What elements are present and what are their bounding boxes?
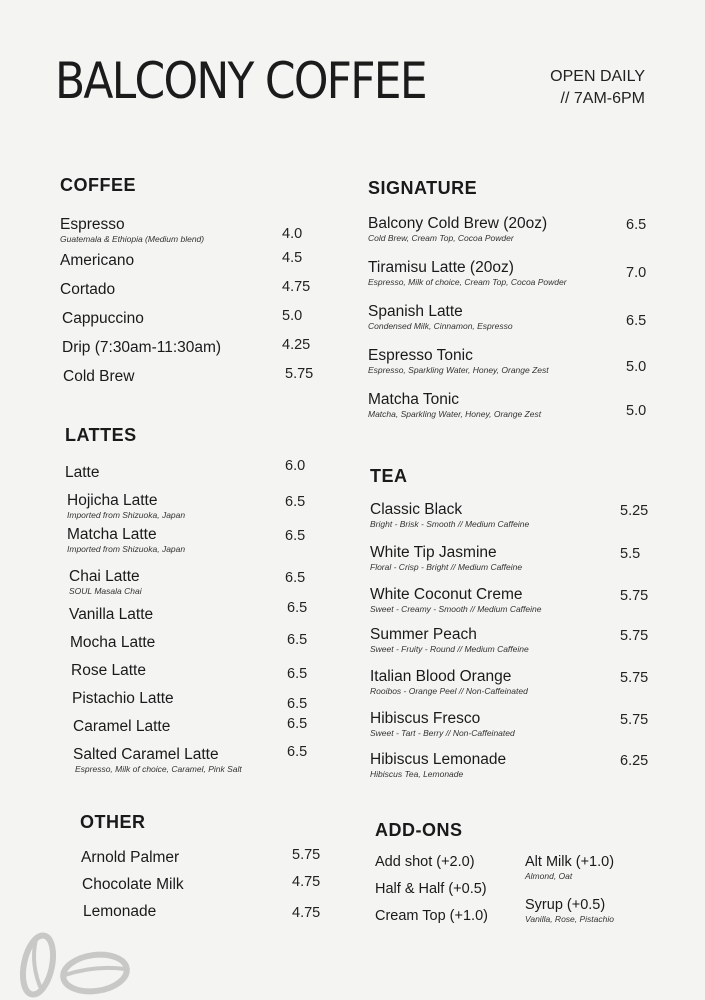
- item-price: 5.0: [626, 359, 647, 375]
- item-description: Espresso, Sparkling Water, Honey, Orange Zest: [368, 365, 549, 375]
- item-price: 6.25: [620, 753, 649, 769]
- item-price: 6.5: [626, 217, 647, 233]
- item-description: Floral - Crisp - Bright // Medium Caffeine: [370, 562, 523, 572]
- hours-line-2: // 7AM-6PM: [560, 90, 645, 107]
- addon-item: [375, 880, 525, 907]
- item-description: Sweet - Tart - Berry // Non-Caffeinated: [370, 728, 515, 738]
- item-name: Summer Peach: [370, 626, 477, 643]
- menu-item: [370, 668, 660, 710]
- item-price: 4.75: [292, 905, 321, 921]
- addons-left-column: [375, 853, 525, 934]
- item-description: Sweet - Fruity - Round // Medium Caffeine: [370, 644, 529, 654]
- item-price: 6.0: [285, 458, 306, 474]
- menu-item: [65, 568, 325, 606]
- item-price: 5.5: [620, 546, 641, 562]
- item-price: 6.5: [285, 528, 306, 544]
- item-price: 5.75: [285, 366, 314, 382]
- item-name: Cold Brew: [63, 368, 135, 385]
- menu-item: [370, 626, 660, 668]
- item-name: Matcha Latte: [67, 526, 157, 543]
- item-name: Espresso: [60, 216, 125, 233]
- addon-name: Add shot (+2.0): [375, 854, 475, 870]
- menu-item: [60, 216, 320, 252]
- addons-heading: ADD-ONS: [375, 820, 463, 840]
- addon-item: [375, 907, 525, 934]
- coffee-section: [60, 175, 320, 397]
- item-description: Cold Brew, Cream Top, Cocoa Powder: [368, 233, 514, 243]
- menu-item: [368, 347, 658, 391]
- menu-item: [65, 492, 325, 526]
- item-name: Chocolate Milk: [82, 876, 184, 893]
- item-description: Condensed Milk, Cinnamon, Espresso: [368, 321, 513, 331]
- addon-name: Alt Milk (+1.0): [525, 854, 615, 870]
- menu-item: [370, 586, 660, 626]
- menu-item: [65, 634, 325, 662]
- item-price: 5.75: [620, 588, 649, 604]
- item-description: Hibiscus Tea, Lemonade: [370, 769, 464, 779]
- menu-item: [370, 501, 660, 544]
- item-price: 6.5: [287, 666, 308, 682]
- menu-item: [80, 876, 330, 903]
- addons-section: [375, 820, 665, 851]
- menu-item: [368, 391, 658, 435]
- item-name: Matcha Tonic: [368, 391, 460, 408]
- signature-heading: SIGNATURE: [368, 178, 478, 198]
- item-name: Chai Latte: [69, 568, 140, 585]
- item-name: Cappuccino: [62, 310, 144, 327]
- item-name: Hojicha Latte: [67, 492, 158, 509]
- item-price: 6.5: [287, 696, 308, 712]
- menu-item: [65, 746, 325, 780]
- addon-name: Syrup (+0.5): [525, 897, 606, 913]
- item-price: 7.0: [626, 265, 647, 281]
- item-description: Espresso, Milk of choice, Caramel, Pink Salt: [75, 764, 242, 774]
- item-description: SOUL Masala Chai: [69, 586, 142, 596]
- item-name: Cortado: [60, 281, 116, 298]
- menu-item: [370, 544, 660, 586]
- lattes-heading: LATTES: [65, 425, 137, 445]
- item-price: 5.0: [626, 403, 647, 419]
- tea-heading: TEA: [370, 466, 408, 486]
- item-name: Salted Caramel Latte: [73, 746, 219, 763]
- menu-item: [65, 718, 325, 746]
- item-name: Arnold Palmer: [81, 849, 180, 866]
- menu-item: [80, 903, 330, 930]
- item-price: 5.75: [292, 847, 321, 863]
- menu-item: [60, 252, 320, 281]
- menu-item: [60, 339, 320, 368]
- item-price: 4.75: [282, 279, 311, 295]
- menu-item: [368, 303, 658, 347]
- item-price: 6.5: [285, 494, 306, 510]
- item-price: 4.0: [282, 226, 303, 242]
- item-price: 5.0: [282, 308, 303, 324]
- menu-title: BALCONY COFFEE: [55, 52, 426, 110]
- item-description: Imported from Shizuoka, Japan: [67, 510, 186, 520]
- item-name: Balcony Cold Brew (20oz): [368, 215, 548, 232]
- item-price: 6.5: [287, 744, 308, 760]
- item-name: Latte: [65, 464, 100, 481]
- item-description: Espresso, Milk of choice, Cream Top, Cocoa Powder: [368, 277, 567, 287]
- item-price: 5.75: [620, 712, 649, 728]
- item-price: 6.5: [287, 716, 308, 732]
- item-price: 6.5: [287, 600, 308, 616]
- item-name: Espresso Tonic: [368, 347, 473, 364]
- item-name: White Coconut Creme: [370, 586, 523, 603]
- addon-item: [375, 853, 525, 880]
- item-name: Hibiscus Fresco: [370, 710, 481, 727]
- item-name: Classic Black: [370, 501, 463, 518]
- addon-item: [525, 896, 675, 926]
- item-description: Imported from Shizuoka, Japan: [67, 544, 186, 554]
- menu-item: [370, 751, 660, 791]
- menu-item: [65, 458, 325, 492]
- item-name: Hibiscus Lemonade: [370, 751, 507, 768]
- item-price: 4.25: [282, 337, 311, 353]
- opening-hours: [550, 66, 645, 110]
- other-section: [80, 812, 330, 930]
- hours-line-1: OPEN DAILY: [550, 68, 645, 85]
- item-name: Americano: [60, 252, 135, 269]
- item-name: Vanilla Latte: [69, 606, 154, 623]
- signature-section: [368, 178, 658, 435]
- coffee-bean-icon: [55, 945, 135, 1000]
- addons-right-column: [525, 853, 675, 926]
- menu-item: [80, 849, 330, 876]
- item-price: 5.75: [620, 628, 649, 644]
- item-description: Rooibos - Orange Peel // Non-Caffeinated: [370, 686, 528, 696]
- menu-item: [60, 281, 320, 310]
- item-price: 6.5: [285, 570, 306, 586]
- menu-item: [65, 662, 325, 690]
- item-name: White Tip Jasmine: [370, 544, 497, 561]
- item-name: Tiramisu Latte (20oz): [368, 259, 514, 276]
- item-name: Spanish Latte: [368, 303, 463, 320]
- item-description: Matcha, Sparkling Water, Honey, Orange Zest: [368, 409, 542, 419]
- item-name: Mocha Latte: [70, 634, 156, 651]
- menu-item: [60, 368, 320, 397]
- menu-item: [368, 259, 658, 303]
- other-heading: OTHER: [80, 812, 146, 832]
- addon-name: Half & Half (+0.5): [375, 881, 487, 897]
- item-name: Drip (7:30am-11:30am): [62, 339, 222, 356]
- coffee-heading: COFFEE: [60, 175, 137, 195]
- item-price: 5.75: [620, 670, 649, 686]
- addon-description: Almond, Oat: [525, 871, 573, 881]
- tea-section: [370, 466, 660, 791]
- addon-description: Vanilla, Rose, Pistachio: [525, 914, 614, 924]
- menu-item: [65, 526, 325, 568]
- item-name: Caramel Latte: [73, 718, 171, 735]
- menu-item: [60, 310, 320, 339]
- item-price: 6.5: [287, 632, 308, 648]
- menu-item: [370, 710, 660, 751]
- menu-item: [368, 215, 658, 259]
- item-description: Sweet - Creamy - Smooth // Medium Caffeine: [370, 604, 542, 614]
- addon-name: Cream Top (+1.0): [375, 908, 488, 924]
- lattes-section: [65, 425, 325, 780]
- item-price: 4.5: [282, 250, 303, 266]
- item-price: 5.25: [620, 503, 649, 519]
- item-description: Bright - Brisk - Smooth // Medium Caffeine: [370, 519, 530, 529]
- item-name: Italian Blood Orange: [370, 668, 512, 685]
- item-name: Rose Latte: [71, 662, 146, 679]
- item-name: Pistachio Latte: [72, 690, 174, 707]
- item-name: Lemonade: [83, 903, 157, 920]
- item-price: 6.5: [626, 313, 647, 329]
- menu-item: [65, 690, 325, 718]
- item-price: 4.75: [292, 874, 321, 890]
- menu-item: [65, 600, 325, 634]
- addon-item: [525, 853, 675, 896]
- item-description: Guatemala & Ethiopia (Medium blend): [60, 234, 205, 244]
